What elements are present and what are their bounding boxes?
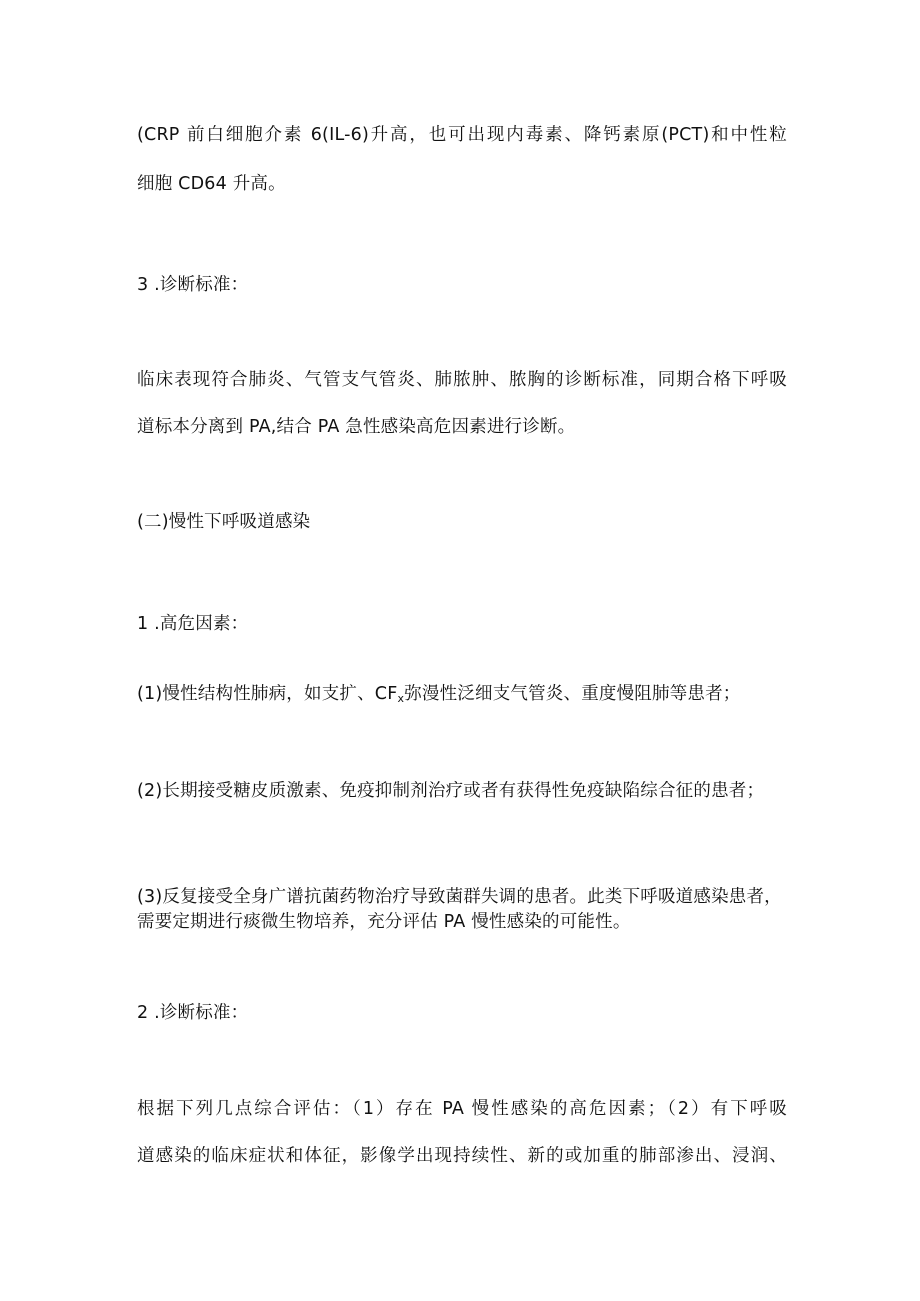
list-item-3-line-1: (3)反复接受全身广谱抗菌药物治疗导致菌群失调的患者。此类下呼吸道感染患者， (137, 887, 782, 907)
heading-diagnostic-criteria-2: 2 .诊断标准： (137, 1003, 249, 1023)
heading-diagnostic-criteria-3: 3 .诊断标准： (137, 275, 249, 295)
list-item-1-text-start: (1)慢性结构性肺病，如支扩、CF (137, 684, 398, 704)
heading-risk-factors: 1 .高危因素： (137, 614, 249, 634)
list-item-1 (137, 683, 741, 710)
list-item-1-subscript: x (397, 692, 405, 705)
list-item-1-text-end: 弥漫性泛细支气管炎、重度慢阻肺等患者； (404, 684, 741, 704)
list-item-2: (2)长期接受糖皮质激素、免疫抑制剂治疗或者有获得性免疫缺陷综合征的患者； (137, 781, 765, 801)
section-heading-chronic-infection: (二)慢性下呼吸道感染 (137, 512, 311, 532)
paragraph-1-line-2: 细胞 CD64 升高。 (137, 174, 286, 194)
paragraph-2-line-2: 道标本分离到 PA,结合 PA 急性感染高危因素进行诊断。 (137, 417, 576, 437)
paragraph-2-line-1: 临床表现符合肺炎、气管支气管炎、肺脓肿、脓胸的诊断标准，同期合格下呼吸 (137, 370, 787, 390)
paragraph-3-line-1: 根据下列几点综合评估：（1）存在 PA 慢性感染的高危因素；（2）有下呼吸 (137, 1099, 787, 1119)
paragraph-3-line-2: 道感染的临床症状和体征，影像学出现持续性、新的或加重的肺部渗出、浸润、 (137, 1146, 787, 1166)
paragraph-1-line-1: (CRP 前白细胞介素 6(IL-6)升高，也可出现内毒素、降钙素原(PCT)和中性粒 (137, 125, 787, 145)
list-item-3-line-2: 需要定期进行痰微生物培养，充分评估 PA 慢性感染的可能性。 (137, 912, 631, 932)
